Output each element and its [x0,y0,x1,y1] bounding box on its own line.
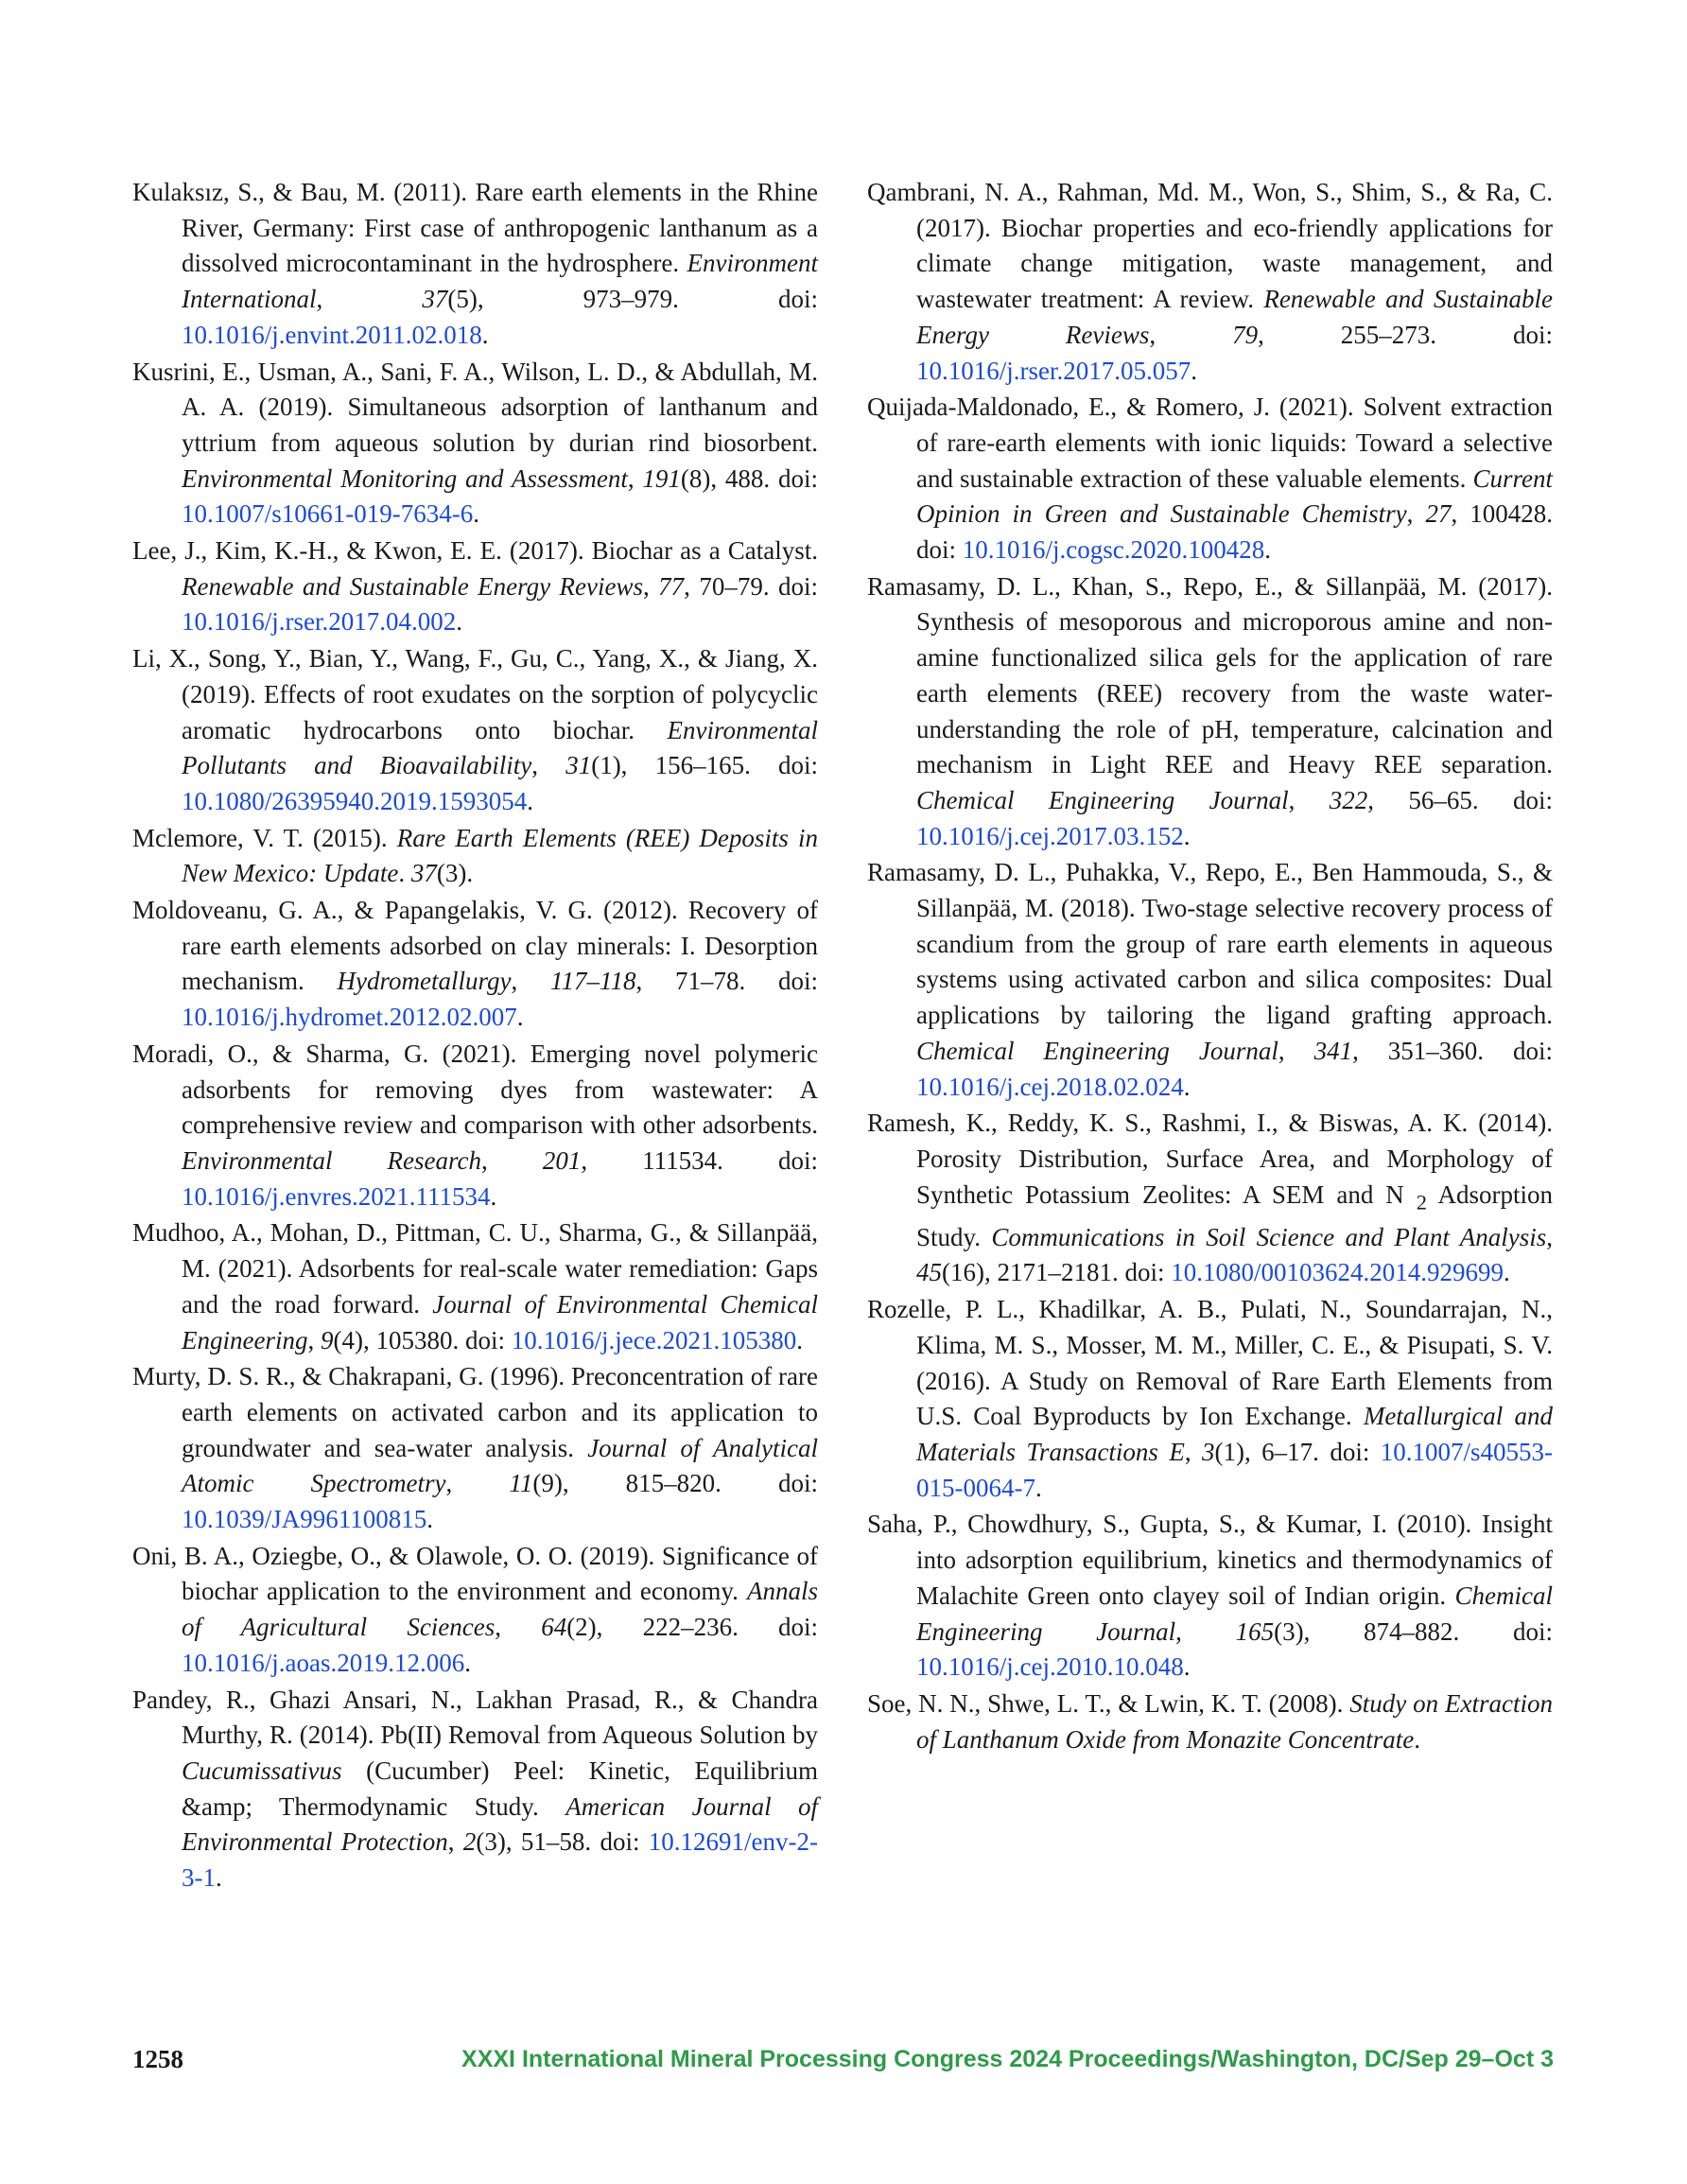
reference-source: Environmental Pollutants and Bioavailability [182,715,818,780]
reference-authors-title: Kulaksız, S., & Bau, M. (2011). Rare earth elements in the Rhine River, Germany: First case of anthropogenic lanthanum as a dissolved microcontaminant in the hydrosphere. [132,178,818,278]
reference-source: Annals of Agricultural Sciences [182,1577,818,1642]
reference-entry [132,821,818,892]
reference-end: . [1035,1473,1042,1502]
reference-authors-title: Ramasamy, D. L., Puhakka, V., Repo, E., Ben Hammouda, S., & Sillanpää, M. (2018). Two-stage selective recovery process of scandium from the group of rare earth elements in aqueous systems using activated carbon and silica composites: Dual applications by tailoring the ligand grafting approach. [867,858,1553,1030]
reference-pages: , 351–360. doi: [1352,1036,1553,1065]
reference-entry [867,1507,1553,1686]
reference-end: . [796,1325,803,1354]
reference-pages: (9), 815–820. doi: [532,1469,818,1498]
doi-link[interactable]: 10.1016/j.hydromet.2012.02.007 [182,1003,517,1032]
reference-volume: 45 [916,1258,942,1287]
reference-end: . [1183,821,1191,850]
reference-end: . [1264,535,1271,565]
reference-pages: . [1414,1724,1420,1754]
reference-authors-title: Soe, N. N., Shwe, L. T., & Lwin, K. T. (2008). [867,1688,1350,1718]
reference-pages: (8), 488. doi: [680,463,818,493]
reference-source: Chemical Engineering Journal [916,1036,1278,1065]
reference-entry [867,1106,1553,1291]
reference-authors-title: Lee, J., Kim, K.-H., & Kwon, E. E. (2017). Biochar as a Catalyst. [132,536,818,566]
reference-separator: , [643,571,659,601]
reference-separator: , [1184,1438,1203,1466]
reference-separator: , [316,285,423,314]
reference-authors-title: Mclemore, V. T. (2015). [132,823,397,852]
reference-pages: , 71–78. doi: [635,967,818,996]
doi-link[interactable]: 10.1016/j.cej.2017.03.152 [916,821,1184,850]
reference-source: American Journal of Environmental Protection [182,1791,818,1857]
doi-link[interactable]: 10.1016/j.rser.2017.04.002 [182,607,457,637]
doi-link[interactable]: 10.1016/j.envint.2011.02.018 [182,320,482,349]
reference-volume: 77 [658,571,685,601]
reference-end: . [464,1648,471,1677]
reference-subscript: 2 [1416,1190,1428,1214]
doi-link[interactable]: 10.1016/j.rser.2017.05.057 [916,356,1191,385]
reference-volume: 341 [1313,1036,1353,1065]
reference-end: . [216,1863,222,1893]
reference-volume: 37 [422,285,448,314]
reference-pages: (3), 874–882. doi: [1274,1616,1554,1646]
reference-species-name: Cucumissativus [182,1756,342,1785]
reference-authors-title: Moradi, O., & Sharma, G. (2021). Emerging novel polymeric adsorbents for removing dyes from wastewater: A comprehensive review and comparison with other adsorbents. [132,1039,818,1140]
reference-source: Chemical Engineering Journal [916,1581,1553,1646]
reference-entry [132,1037,818,1215]
reference-authors-title: Qambrani, N. A., Rahman, Md. M., Won, S., Shim, S., & Ra, C. (2017). Biochar properties and eco-friendly applications for climate change mitigation, waste management, and wastewater treatment: A review. [867,178,1553,314]
reference-authors-title: Murty, D. S. R., & Chakrapani, G. (1996). Preconcentration of rare earth elements on activated carbon and its application to groundwater and sea-water analysis. [132,1362,818,1462]
reference-entry [867,175,1553,389]
reference-authors-title: Li, X., Song, Y., Bian, Y., Wang, F., Gu, C., Yang, X., & Jiang, X. (2019). Effects of root exudates on the sorption of polycyclic aromatic hydrocarbons onto biochar. [132,644,818,744]
reference-separator: , [1149,320,1233,349]
doi-link[interactable]: 10.1016/j.aoas.2019.12.006 [182,1648,465,1677]
reference-end: . [1504,1258,1510,1287]
reference-separator: , [447,1827,463,1857]
reference-separator: , [511,967,550,996]
reference-end: . [426,1505,434,1534]
doi-link[interactable]: 10.1080/26395940.2019.1593054 [182,786,528,815]
reference-volume: 3 [1202,1438,1215,1466]
reference-authors-title: Saha, P., Chowdhury, S., Gupta, S., & Kumar, I. (2010). Insight into adsorption equilibrium, kinetics and thermodynamics of Malachite Green onto clayey soil of Indian origin. [867,1510,1553,1610]
reference-entry [867,1686,1553,1757]
reference-pages: (5), 973–979. doi: [447,285,818,314]
reference-volume: 201 [542,1145,582,1175]
proceedings-title: XXXI International Mineral Processing Congress 2024 Proceedings/Washington, DC/Sep 29–Oct 3 [461,2046,1554,2072]
reference-pages: (4), 105380. doi: [333,1325,512,1354]
reference-separator: , [1278,1036,1314,1065]
doi-link[interactable]: 10.1039/JA9961100815 [182,1505,427,1534]
reference-source: Journal of Analytical Atomic Spectrometry [182,1433,818,1498]
reference-source: Environmental Monitoring and Assessment [182,463,628,493]
reference-separator: , [627,463,643,493]
reference-entry [132,175,818,354]
reference-end: . [473,499,479,529]
reference-volume: 2 [462,1827,477,1857]
reference-volume: 27 [1425,499,1452,529]
reference-authors-title: Ramasamy, D. L., Khan, S., Repo, E., & Sillanpää, M. (2017). Synthesis of mesoporous and microporous amine and non-amine functionalized silica gels for the application of rare earth elements (REE) recovery from the waste water-understanding the role of pH, temperature, calcination and mechanism in Light REE and Heavy REE separation. [867,571,1553,779]
reference-source: Renewable and Sustainable Energy Reviews [916,285,1554,349]
reference-volume: 117–118 [549,967,636,996]
reference-entry [132,533,818,640]
reference-source: Chemical Engineering Journal [916,785,1289,814]
reference-volume: 9 [320,1325,334,1354]
reference-end: . [1191,356,1197,385]
reference-separator: , [307,1325,321,1354]
doi-link[interactable]: 10.1007/s40553-015-0064-7 [916,1438,1554,1502]
reference-entry [867,855,1553,1105]
doi-link[interactable]: 10.1016/j.cej.2010.10.048 [916,1652,1184,1682]
reference-source: Metallurgical and Materials Transactions E [916,1402,1553,1466]
reference-separator: , [1546,1222,1554,1251]
reference-pages: (1), 6–17. doi: [1214,1438,1381,1466]
reference-volume: 31 [565,751,592,780]
page-number: 1258 [132,2045,183,2073]
reference-separator: , [445,1469,510,1498]
reference-entry [132,1539,818,1682]
reference-source: Study on Extraction of Lanthanum Oxide from Monazite Concentrate [916,1688,1553,1754]
reference-end: . [490,1181,497,1211]
reference-title-tail: (Cucumber) Peel: Kinetic, Equilibrium &amp; Thermodynamic Study. [182,1756,818,1821]
doi-link[interactable]: 10.1016/j.cej.2018.02.024 [916,1072,1184,1101]
reference-authors-title: Moldoveanu, G. A., & Papangelakis, V. G. (2012). Recovery of rare earth elements adsorbed on clay minerals: I. Desorption mechanism. [132,896,818,996]
reference-separator: , [1175,1616,1236,1646]
reference-end: . [516,1003,524,1032]
reference-source: Environmental Research [182,1145,482,1175]
reference-separator: , [1406,499,1426,529]
reference-entry [132,1683,818,1896]
reference-entry [132,1359,818,1538]
reference-entry [132,355,818,533]
reference-authors-title: Mudhoo, A., Mohan, D., Pittman, C. U., Sharma, G., & Sillanpää, M. (2021). Adsorbents for real-scale water remediation: Gaps and the road forward. [132,1218,818,1319]
reference-entry [132,893,818,1036]
reference-source: Renewable and Sustainable Energy Reviews [182,571,644,601]
reference-title-tail: Adsorption Study. [916,1179,1554,1251]
reference-source: Rare Earth Elements (REE) Deposits in New Mexico: Update [182,823,819,888]
reference-end: . [1183,1652,1191,1682]
doi-link[interactable]: 10.1016/j.jece.2021.105380 [511,1325,797,1354]
reference-separator: , [1288,785,1330,814]
reference-end: . [481,320,489,349]
reference-source: Environment International [182,249,818,314]
doi-link[interactable]: 10.1016/j.cogsc.2020.100428 [962,535,1265,565]
reference-source: Communications in Soil Science and Plant Analysis [991,1222,1547,1251]
reference-entry [132,641,818,820]
reference-separator: . [398,859,411,888]
reference-pages: , 111534. doi: [581,1145,818,1175]
reference-separator: , [481,1145,543,1175]
reference-separator: , [495,1613,542,1642]
reference-volume: 322 [1329,785,1368,814]
reference-entry [867,1292,1553,1506]
reference-pages: (3). [436,859,474,888]
doi-link[interactable]: 10.1007/s10661-019-7634-6 [182,499,474,529]
reference-authors-title: Pandey, R., Ghazi Ansari, N., Lakhan Prasad, R., & Chandra Murthy, R. (2014). Pb(II) Removal from Aqueous Solution by [132,1685,818,1750]
reference-end: . [1183,1072,1191,1101]
reference-pages: (1), 156–165. doi: [591,751,818,780]
reference-authors-title: Oni, B. A., Oziegbe, O., & Olawole, O. O. (2019). Significance of biochar application to the environment and economy. [132,1541,818,1606]
doi-link[interactable]: 10.12691/env-2-3-1 [182,1827,818,1893]
reference-source: Current Opinion in Green and Sustainable Chemistry [916,463,1553,529]
reference-authors-title: Kusrini, E., Usman, A., Sani, F. A., Wilson, L. D., & Abdullah, M. A. A. (2019). Simultaneous adsorption of lanthanum and yttrium from aqueous solution by durian rind biosorbent. [132,357,818,457]
reference-entry [867,569,1553,855]
references-column-right [867,175,1553,1758]
reference-authors-title: Quijada-Maldonado, E., & Romero, J. (2021). Solvent extraction of rare-earth elements with ionic liquids: Toward a selective and sustainable extraction of these valuable elements. [867,393,1553,493]
reference-end: . [456,607,462,637]
doi-link[interactable]: 10.1016/j.envres.2021.111534 [182,1181,491,1211]
reference-pages: (16), 2171–2181. doi: [942,1258,1172,1287]
reference-volume: 37 [410,859,437,888]
reference-entry [132,1215,818,1358]
reference-source: Journal of Environmental Chemical Engineering [182,1289,818,1354]
reference-volume: 165 [1235,1616,1275,1646]
reference-source: Hydrometallurgy [337,967,512,996]
reference-authors-title: Ramesh, K., Reddy, K. S., Rashmi, I., & Biswas, A. K. (2014). Porosity Distribution, Surface Area, and Morphology of Synthetic Potassium Zeolites: A SEM and N [867,1109,1553,1209]
doi-link[interactable]: 10.1080/00103624.2014.929699 [1171,1258,1504,1287]
references-column-left [132,175,818,1897]
reference-separator: , [531,751,566,780]
reference-pages: , 56–65. doi: [1367,785,1553,814]
reference-volume: 11 [509,1469,533,1498]
reference-entry [867,390,1553,568]
reference-pages: (2), 222–236. doi: [566,1613,818,1642]
reference-pages: , 70–79. doi: [684,571,818,601]
reference-pages: , 100428. doi: [916,499,1554,565]
reference-volume: 64 [541,1613,567,1642]
reference-end: . [527,786,534,815]
reference-volume: 191 [642,463,681,493]
reference-authors-title: Rozelle, P. L., Khadilkar, A. B., Pulati, N., Soundarrajan, N., Klima, M. S., Mosser, M. M., Miller, C. E., & Pisupati, S. V. (2016). A Study on Removal of Rare Earth Elements from U.S. Coal Byproducts by Ion Exchange. [867,1295,1553,1431]
reference-volume: 79 [1232,320,1259,349]
reference-pages: (3), 51–58. doi: [476,1827,649,1857]
reference-pages: , 255–273. doi: [1258,320,1553,349]
